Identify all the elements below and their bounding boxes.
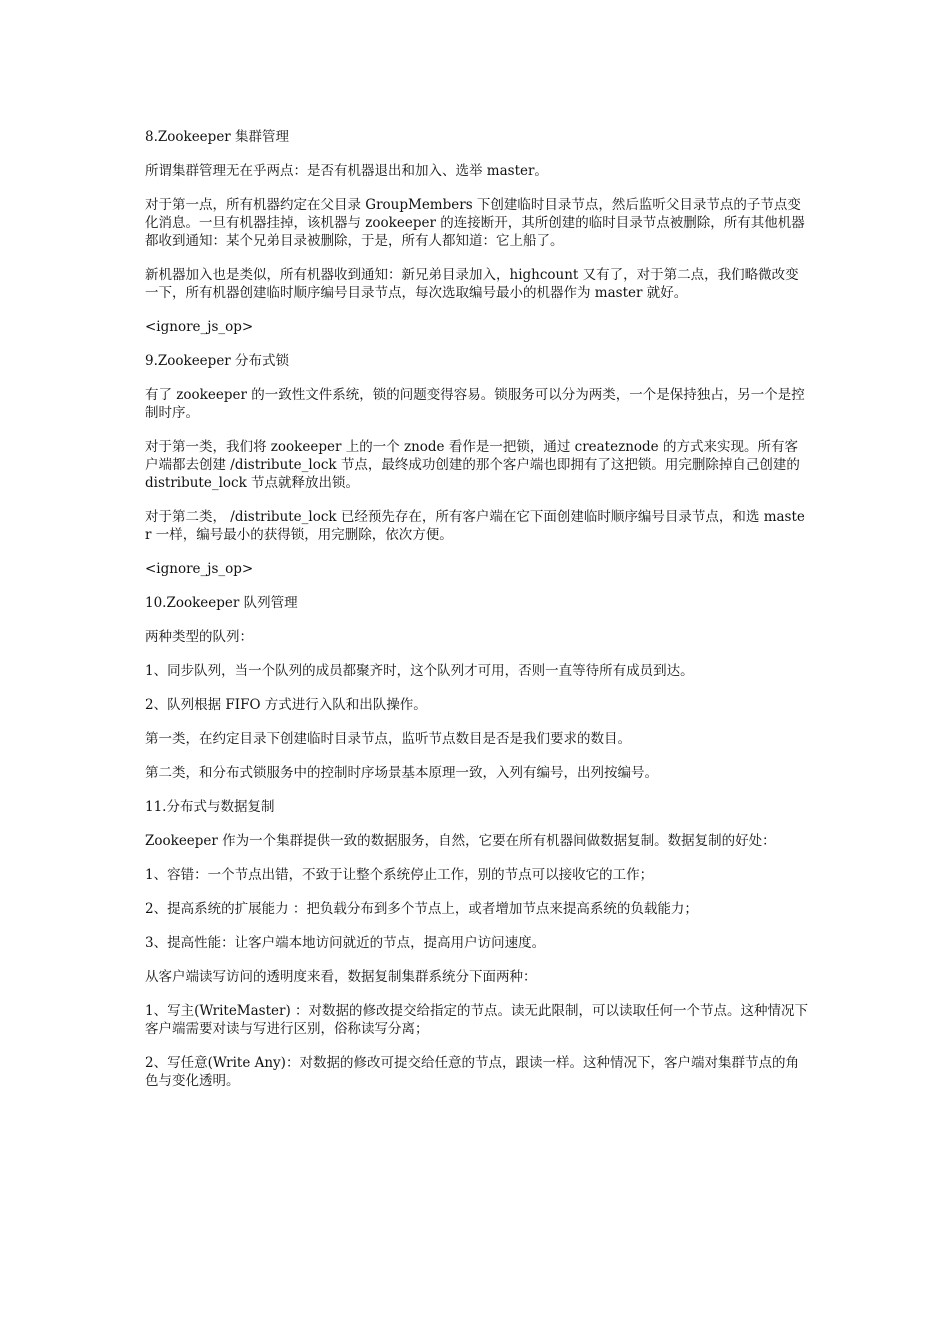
section-heading-queue-management: 10.Zookeeper 队列管理: [145, 595, 298, 611]
paragraph: 两种类型的队列：: [145, 629, 253, 645]
list-item: 1、写主(WriteMaster) ：对数据的修改提交给指定的节点。读无此限制，可以读取任何一个节点。这种情况下客户端需要对读与写进行区别，俗称读写分离；: [145, 1003, 809, 1037]
list-item: 2、队列根据 FIFO 方式进行入队和出队操作。: [145, 697, 427, 713]
paragraph: 第二类，和分布式锁服务中的控制时序场景基本原理一致，入列有编号，出列按编号。: [145, 765, 658, 781]
paragraph: 对于第一点，所有机器约定在父目录 GroupMembers 下创建临时目录节点，然后监听父目录节点的子节点变化消息。一旦有机器挂掉，该机器与 zookeeper 的连接断开，其所创建的临时目录节点被删除，所有其他机器都收到通知：某个兄弟目录被删除，于是，所有人都知道：它上船了。: [145, 197, 805, 249]
placeholder-tag: <ignore_js_op>: [145, 561, 254, 577]
paragraph: Zookeeper 作为一个集群提供一致的数据服务，自然，它要在所有机器间做数据复制。数据复制的好处：: [145, 833, 776, 849]
section-heading-cluster-management: 8.Zookeeper 集群管理: [145, 129, 290, 145]
list-item: 2、写任意(Write Any)：对数据的修改可提交给任意的节点，跟读一样。这种情况下，客户端对集群节点的角色与变化透明。: [145, 1055, 799, 1089]
list-item: 2、提高系统的扩展能力 ：把负载分布到多个节点上，或者增加节点来提高系统的负载能力；: [145, 901, 698, 917]
paragraph: 新机器加入也是类似，所有机器收到通知：新兄弟目录加入，highcount 又有了，对于第二点，我们略微改变一下，所有机器创建临时顺序编号目录节点，每次选取编号最小的机器作为 master 就好。: [145, 267, 799, 301]
list-item: 1、同步队列，当一个队列的成员都聚齐时，这个队列才可用，否则一直等待所有成员到达。: [145, 663, 694, 679]
paragraph: 所谓集群管理无在乎两点：是否有机器退出和加入、选举 master。: [145, 163, 548, 179]
paragraph: 对于第二类， /distribute_lock 已经预先存在，所有客户端在它下面创建临时顺序编号目录节点，和选 master 一样，编号最小的获得锁，用完删除，依次方便。: [145, 509, 805, 543]
paragraph: 第一类，在约定目录下创建临时目录节点，监听节点数目是否是我们要求的数目。: [145, 731, 631, 747]
paragraph: 从客户端读写访问的透明度来看，数据复制集群系统分下面两种：: [145, 969, 537, 985]
section-heading-data-replication: 11.分布式与数据复制: [145, 799, 275, 815]
list-item: 1、容错：一个节点出错，不致于让整个系统停止工作，别的节点可以接收它的工作；: [145, 867, 654, 883]
paragraph: 有了 zookeeper 的一致性文件系统，锁的问题变得容易。锁服务可以分为两类，一个是保持独占，另一个是控制时序。: [145, 387, 805, 421]
document-page: [145, 128, 810, 1106]
placeholder-tag: <ignore_js_op>: [145, 319, 254, 335]
list-item: 3、提高性能：让客户端本地访问就近的节点，提高用户访问速度。: [145, 935, 546, 951]
section-heading-distributed-lock: 9.Zookeeper 分布式锁: [145, 353, 290, 369]
paragraph: 对于第一类，我们将 zookeeper 上的一个 znode 看作是一把锁，通过 createznode 的方式来实现。所有客户端都去创建 /distribute_lock 节点，最终成功创建的那个客户端也即拥有了这把锁。用完删除掉自己创建的 distribute_lock 节点就释放出锁。: [145, 439, 805, 491]
